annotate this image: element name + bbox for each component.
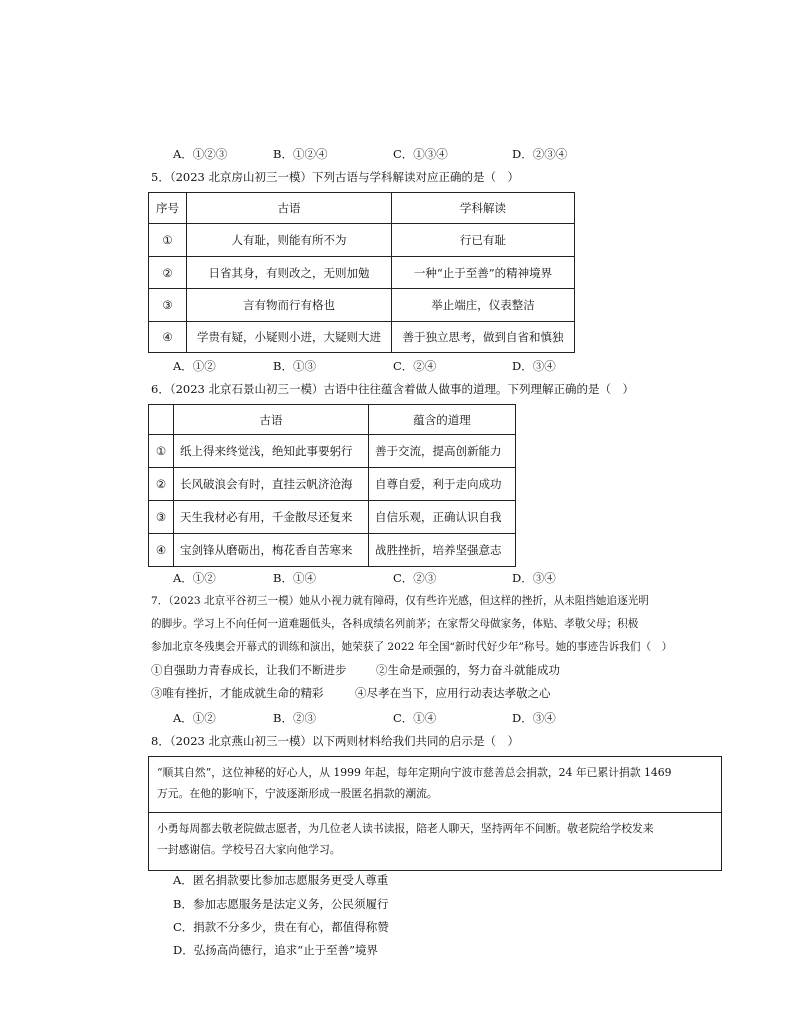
table-cell: 战胜挫折，培养坚强意志 xyxy=(369,534,516,567)
q8-material-2-line-1: 小勇每周都去敬老院做志愿者，为几位老人读书读报，陪老人聊天，坚持两年不间断。敬老院给学校发来 xyxy=(157,822,654,835)
table-cell: 日省其身，有则改之，无则加勉 xyxy=(187,257,392,289)
q5-table xyxy=(148,192,575,353)
q6-option-a: A．①② xyxy=(173,571,216,585)
table-cell: 纸上得来终觉浅，绝知此事要躬行 xyxy=(174,435,369,468)
q6-table xyxy=(148,404,516,567)
table-cell: ① xyxy=(149,224,187,257)
q8-option-a: A．匿名捐款要比参加志愿服务更受人尊重 xyxy=(173,873,389,887)
table-cell: 自信乐观，正确认识自我 xyxy=(369,501,516,534)
q8-material-1-line-2: 万元。在他的影响下，宁波逐渐形成一股匿名捐款的潮流。 xyxy=(157,787,438,800)
q7-option-a: A．①② xyxy=(173,711,216,725)
table-cell: 一种“止于至善”的精神境界 xyxy=(392,257,575,289)
table-row xyxy=(149,501,516,534)
table-cell: ③ xyxy=(149,501,174,534)
table-cell: ① xyxy=(149,435,174,468)
table-row xyxy=(149,435,516,468)
table-cell: 宝剑锋从磨砺出，梅花香自苦寒来 xyxy=(174,534,369,567)
table-cell: ② xyxy=(149,257,187,289)
top-option-d: D．②③④ xyxy=(512,147,568,161)
table-cell: 人有耻，则能有所不为 xyxy=(187,224,392,257)
q6-option-b: B．①④ xyxy=(273,571,316,585)
q7-statement-2: ②生命是顽强的，努力奋斗就能成功 xyxy=(376,663,560,677)
q6-stem: 6．（2023 北京石景山初三一模）古语中往往蕴含着做人做事的道理。下列理解正确的是（ ） xyxy=(151,382,634,396)
q6-header-cell: 古语 xyxy=(174,405,369,435)
q7-option-c: C．①④ xyxy=(393,711,437,725)
table-cell: 善于交流，提高创新能力 xyxy=(369,435,516,468)
table-row xyxy=(149,468,516,501)
table-cell: 自尊自爱，利于走向成功 xyxy=(369,468,516,501)
table-row xyxy=(149,289,575,322)
q8-material-2-line-2: 一封感谢信。学校号召大家向他学习。 xyxy=(157,843,341,856)
table-cell: ③ xyxy=(149,289,187,322)
q6-header-cell xyxy=(149,405,174,435)
top-option-a: A．①②③ xyxy=(173,147,228,161)
q7-statement-3: ③唯有挫折，才能成就生命的精彩 xyxy=(151,686,324,700)
q5-table-header xyxy=(149,193,575,224)
table-row xyxy=(149,322,575,353)
q8-option-b: B．参加志愿服务是法定义务，公民须履行 xyxy=(173,897,389,911)
q7-stem-line-3: 参加北京冬残奥会开幕式的训练和演出，她荣获了 2022 年全国“新时代好少年”称号。她的事迹告诉我们（ ） xyxy=(151,641,673,653)
table-cell: ② xyxy=(149,468,174,501)
q6-option-c: C．②③ xyxy=(393,571,437,585)
q8-option-d: D．弘扬高尚德行，追求“止于至善”境界 xyxy=(173,943,378,957)
q7-statement-1: ①自强助力青春成长，让我们不断进步 xyxy=(151,663,347,677)
q5-header-cell: 学科解读 xyxy=(392,193,575,224)
q7-stem-line-2: 的脚步。学习上不向任何一道难题低头，各科成绩名列前茅；在家帮父母做家务，体贴、孝敬父母；积极 xyxy=(151,618,639,630)
q7-statement-4: ④尽孝在当下，应用行动表达孝敬之心 xyxy=(355,686,551,700)
q8-material-1-line-1: “顺其自然”，这位神秘的好心人，从 1999 年起，每年定期向宁波市慈善总会捐款，24 年已累计捐款 1469 xyxy=(157,766,672,779)
q8-material-1 xyxy=(148,756,722,813)
q7-stem-line-1: 7．（2023 北京平谷初三一模）她从小视力就有障碍，仅有些许光感，但这样的挫折，从未阻挡她追逐光明 xyxy=(151,595,649,607)
q5-header-cell: 序号 xyxy=(149,193,187,224)
table-cell: 天生我材必有用，千金散尽还复来 xyxy=(174,501,369,534)
table-cell: 长风破浪会有时，直挂云帆济沧海 xyxy=(174,468,369,501)
table-row xyxy=(149,257,575,289)
top-option-c: C．①③④ xyxy=(393,147,448,161)
q6-header-cell: 蕴含的道理 xyxy=(369,405,516,435)
table-cell: 言有物而行有格也 xyxy=(187,289,392,322)
q5-stem: 5．（2023 北京房山初三一模）下列古语与学科解读对应正确的是（ ） xyxy=(151,170,519,184)
table-cell: ④ xyxy=(149,322,187,353)
q5-option-d: D．③④ xyxy=(512,359,556,373)
table-row xyxy=(149,534,516,567)
q6-table-header xyxy=(149,405,516,435)
table-cell: 学贵有疑，小疑则小进，大疑则大进 xyxy=(187,322,392,353)
q5-header-cell: 古语 xyxy=(187,193,392,224)
q5-option-a: A．①② xyxy=(173,359,216,373)
q8-option-c: C．捐款不分多少，贵在有心，都值得称赞 xyxy=(173,920,389,934)
q7-option-b: B．②③ xyxy=(273,711,316,725)
q8-material-2 xyxy=(148,813,722,871)
top-option-b: B．①②④ xyxy=(273,147,328,161)
table-cell: 行已有耻 xyxy=(392,224,575,257)
table-cell: ④ xyxy=(149,534,174,567)
table-cell: 善于独立思考，做到自省和慎独 xyxy=(392,322,575,353)
table-row xyxy=(149,224,575,257)
q6-option-d: D．③④ xyxy=(512,571,556,585)
q7-option-d: D．③④ xyxy=(512,711,556,725)
q5-option-b: B．①③ xyxy=(273,359,316,373)
q8-stem: 8．（2023 北京燕山初三一模）以下两则材料给我们共同的启示是（ ） xyxy=(151,734,519,748)
table-cell: 举止端庄，仪表整洁 xyxy=(392,289,575,322)
q5-option-c: C．②④ xyxy=(393,359,437,373)
